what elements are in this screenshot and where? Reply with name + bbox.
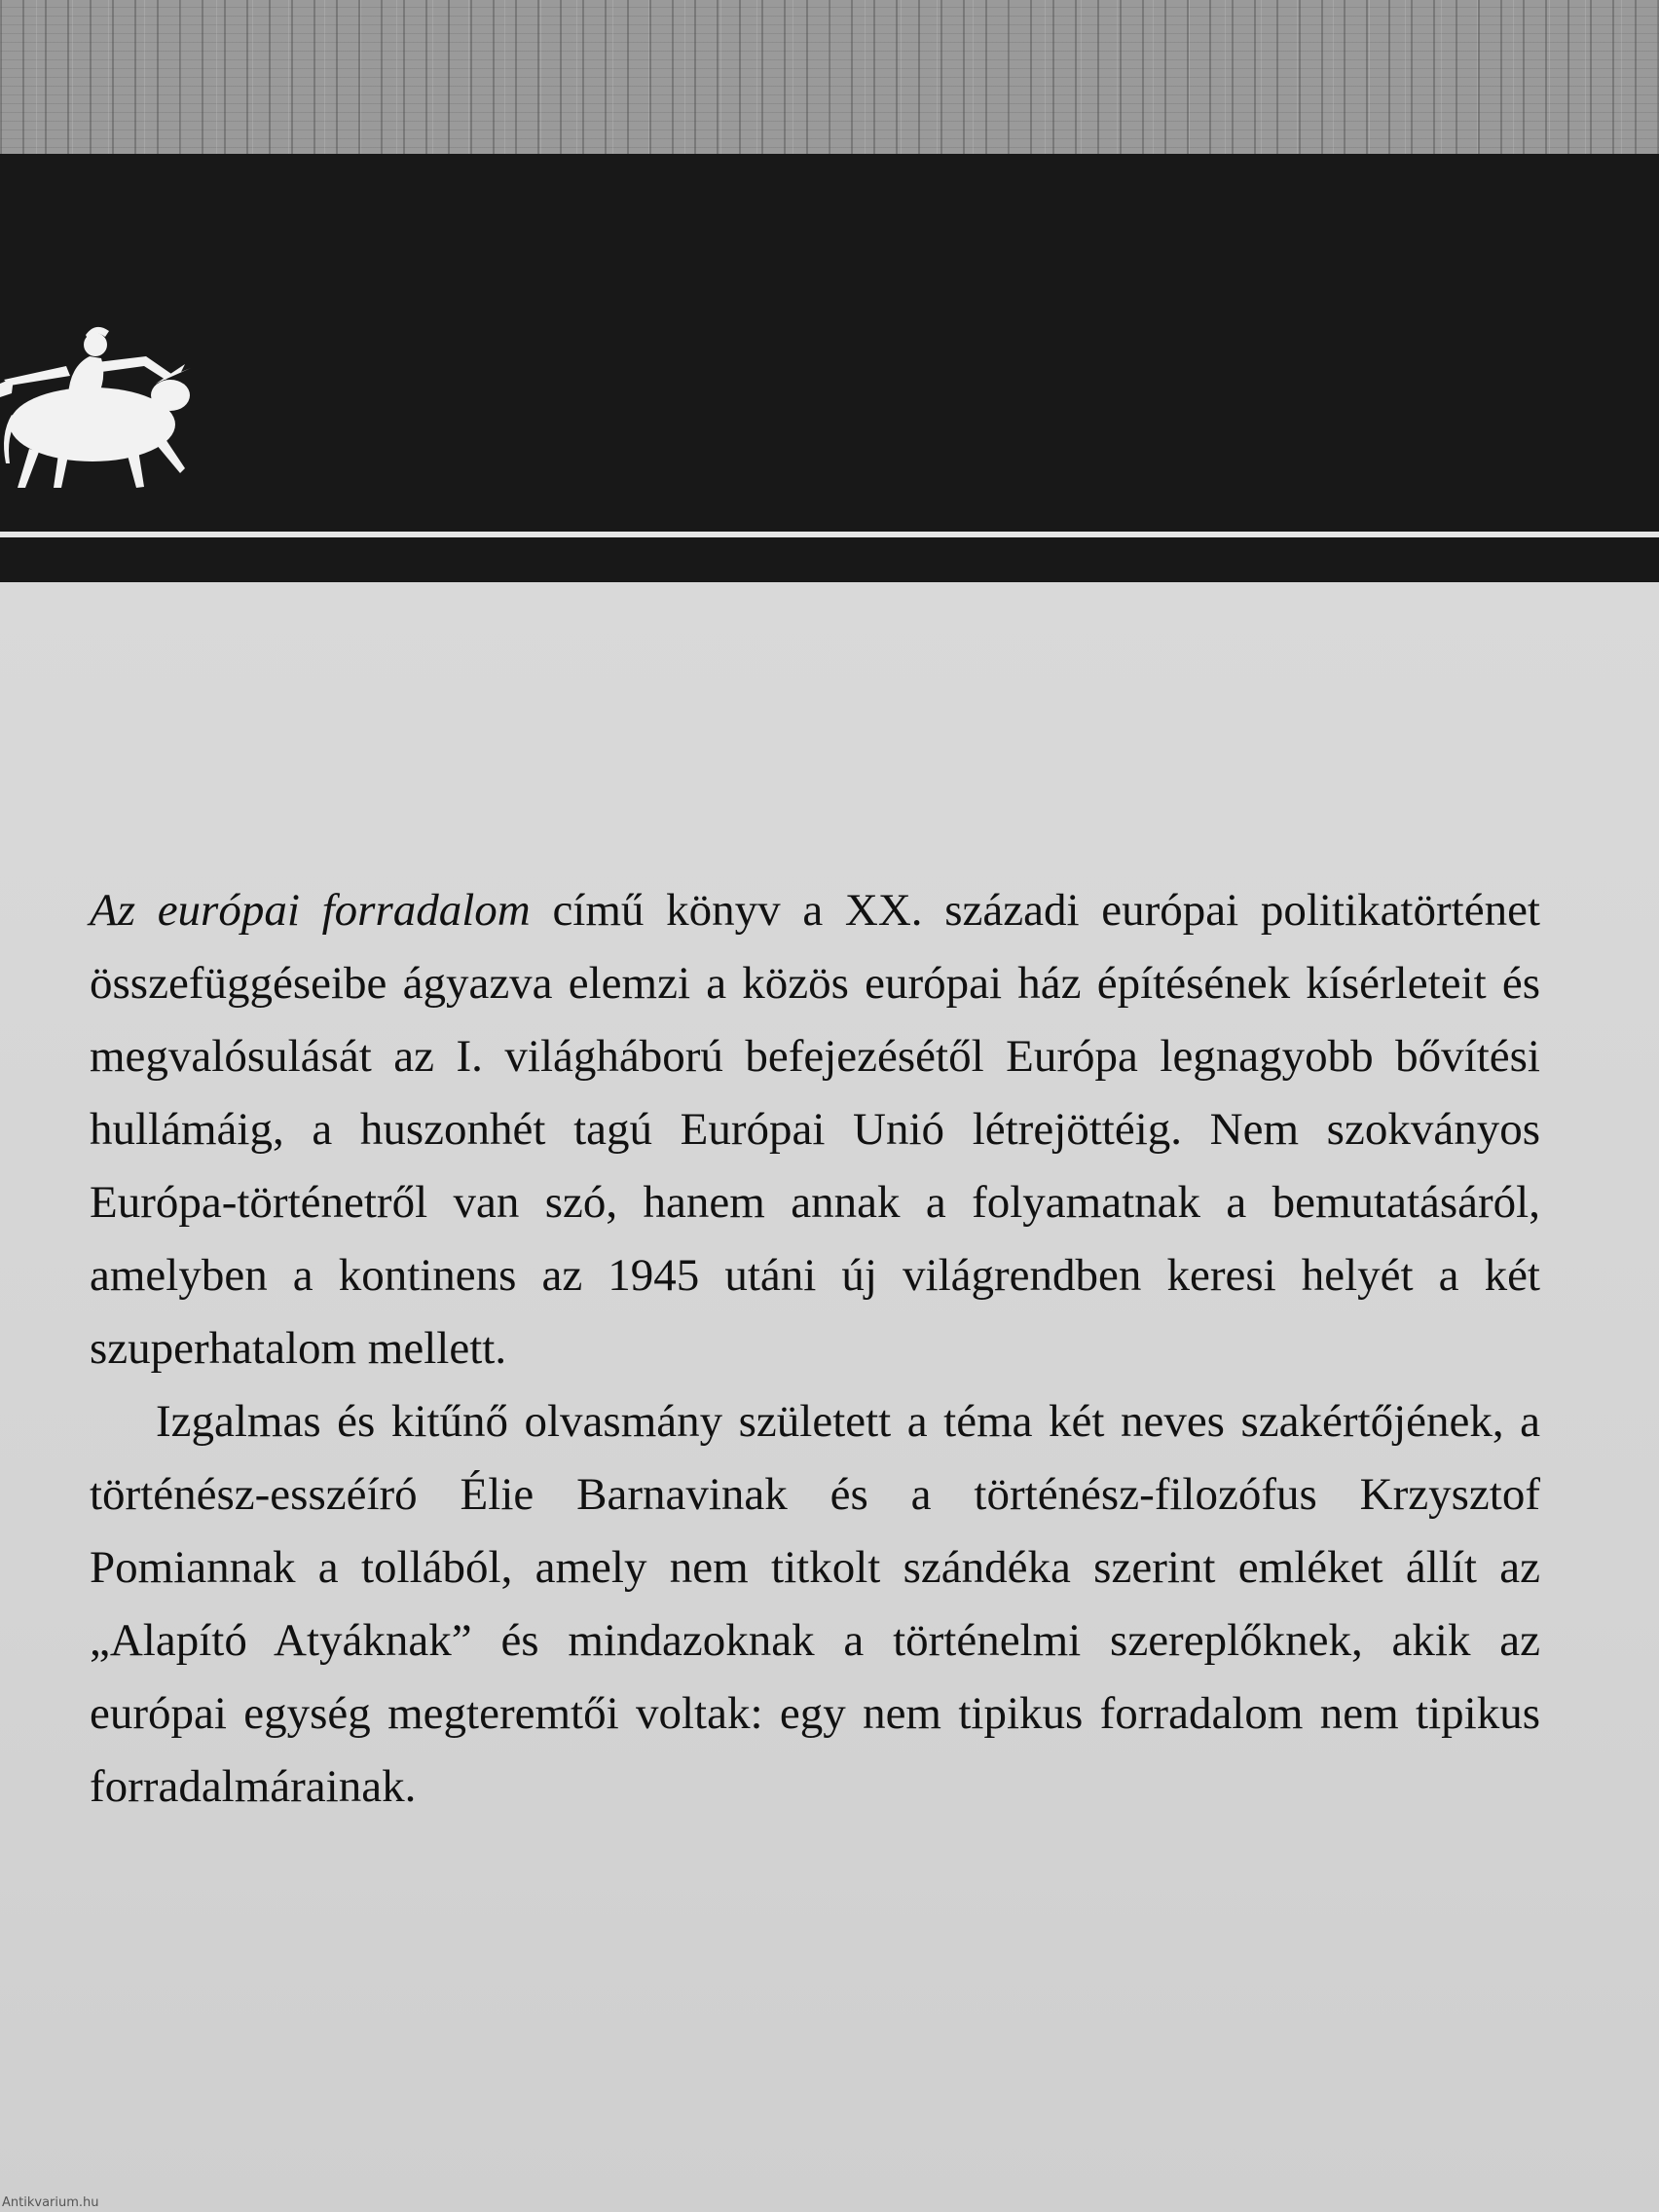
blurb-paragraph-2 [90,1385,1540,1824]
blurb-paragraph-1-text: című könyv a XX. századi európai politikatörténet összefüggéseibe ágyazva elemzi a közös európai ház építésének kísérleteit és megvalósulását az I. világháború befejezésétől Európa legnagyobb bővítési hullámáig, a huszonhét tagú Európai Unió létrejöttéig. Nem szokványos Európa-történetről van szó, hanem annak a folyamatnak a bemutatásáról, amelyben a kontinens az 1945 utáni új világrendben keresi helyét a két szuperhatalom mellett. [90,885,1540,1374]
background-surface [0,0,1659,166]
book-back-cover [0,154,1659,2212]
blurb-paragraph-2-text: Izgalmas és kitűnő olvasmány született a téma két neves szakértőjének, a történész-esszéíró Élie Barnavinak és a történész-filozófus Krzysztof Pomiannak a tollából, amely nem titkolt szándéka szerint emléket állít az „Alapító Atyáknak” és mindazoknak a történelmi szereplőknek, akik az európai egység megteremtői voltak: egy nem tipikus forradalom nem tipikus forradalmárainak. [90,1396,1540,1812]
blurb-paragraph-1 [90,874,1540,1385]
blurb-panel [0,582,1659,2212]
cover-header-band [0,154,1659,582]
book-title-italic: Az európai forradalom [90,885,531,936]
watermark: Antikvarium.hu [2,2195,99,2210]
blurb-text [90,874,1540,1824]
header-divider-line [0,532,1659,537]
rider-on-bull-icon [0,288,195,493]
